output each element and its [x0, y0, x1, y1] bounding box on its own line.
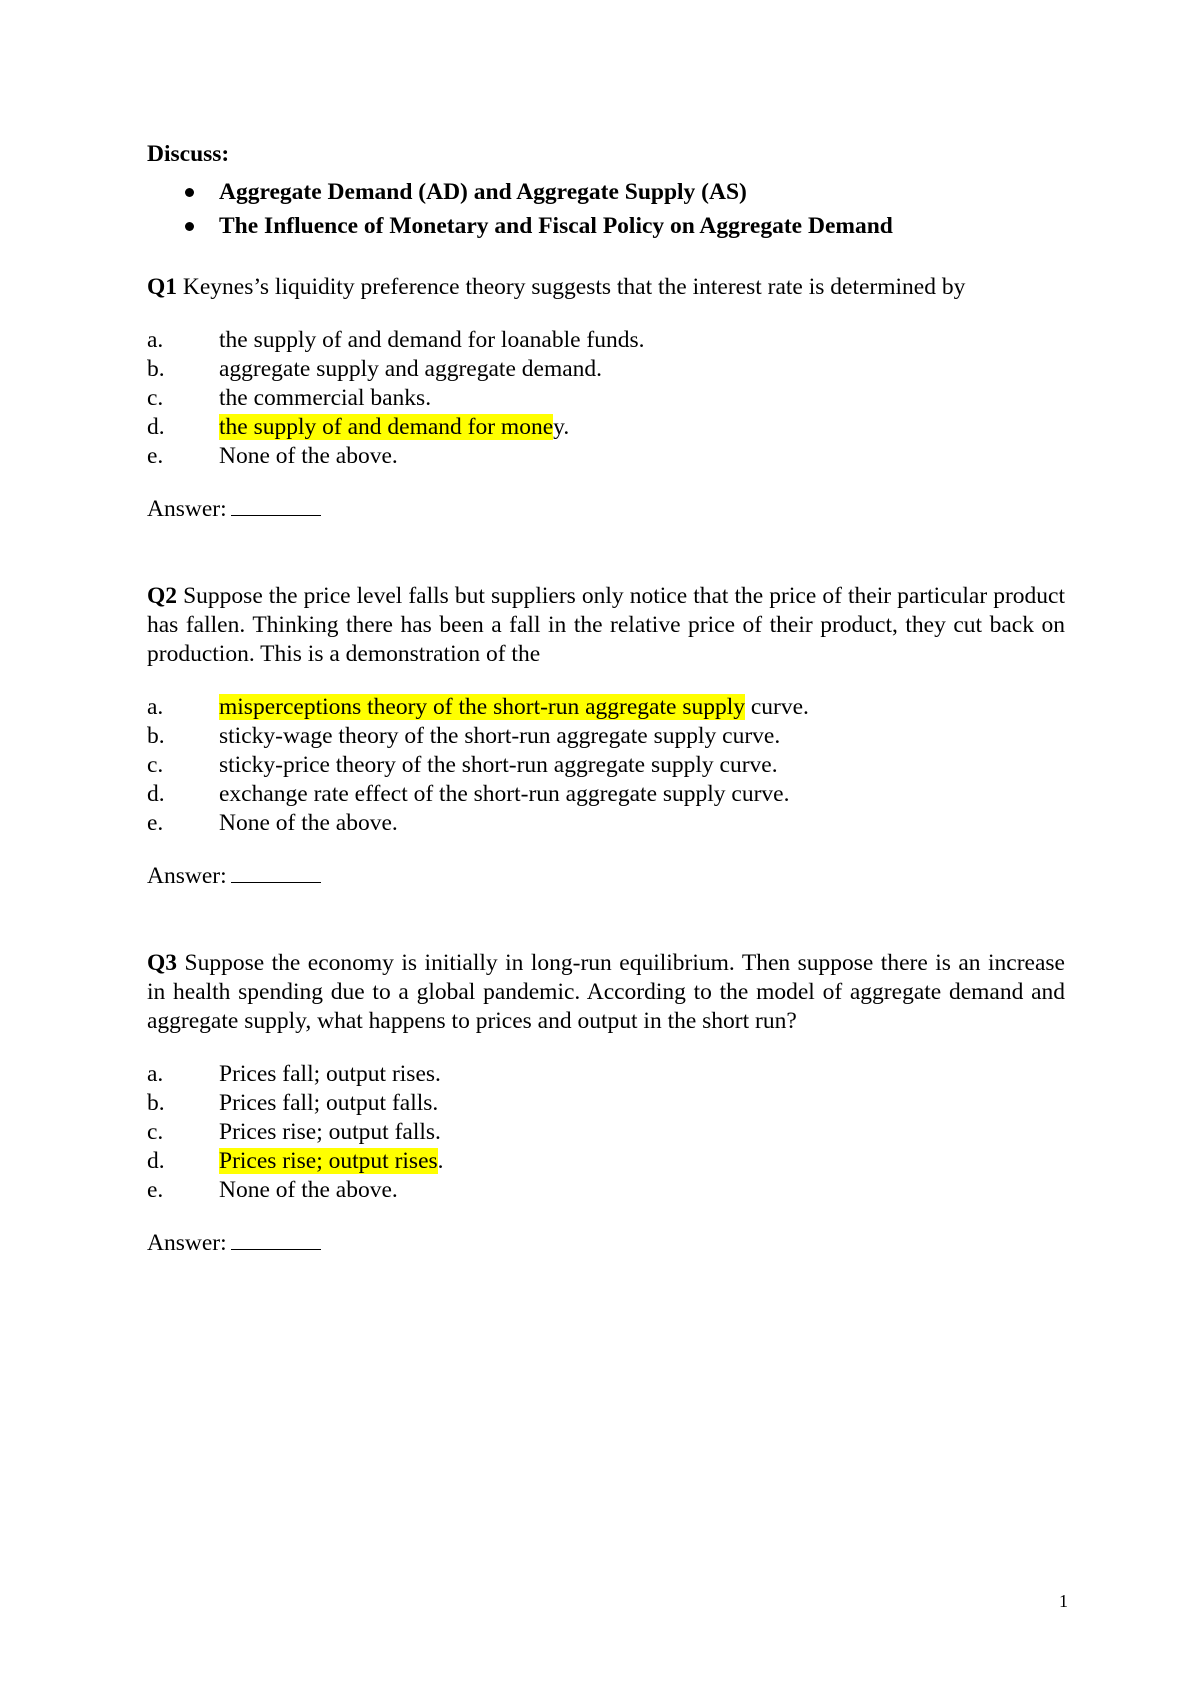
answer-label: Answer:: [147, 863, 227, 889]
discuss-topic-item: [147, 209, 1065, 243]
question-2: [147, 582, 1065, 891]
option-letter: b.: [147, 1090, 165, 1116]
option-e: [147, 809, 1065, 838]
option-e: [147, 442, 1065, 471]
option-text: y.: [553, 414, 570, 440]
document-page: [147, 140, 1065, 1258]
question-number: Q1: [147, 274, 178, 300]
option-letter: d.: [147, 781, 165, 807]
option-text: the supply of and demand for loanable funds.: [219, 327, 645, 353]
question-2-stem: [147, 582, 1065, 669]
option-text: sticky-wage theory of the short-run aggregate supply curve.: [219, 723, 781, 749]
question-number: Q2: [147, 583, 178, 609]
discuss-topic-text: Aggregate Demand (AD) and Aggregate Supply (AS): [219, 179, 747, 205]
question-1: [147, 273, 1065, 524]
option-text: .: [437, 1148, 444, 1174]
option-b: [147, 355, 1065, 384]
answer-blank[interactable]: [231, 499, 321, 516]
answer-blank[interactable]: [231, 866, 321, 883]
highlighted-text: Prices rise; output rises: [219, 1148, 438, 1174]
option-c: [147, 384, 1065, 413]
answer-options: [147, 693, 1065, 838]
option-letter: a.: [147, 327, 164, 353]
option-b: [147, 722, 1065, 751]
answer-label: Answer:: [147, 1230, 227, 1256]
option-text: sticky-price theory of the short-run aggregate supply curve.: [219, 752, 778, 778]
option-letter: c.: [147, 1119, 164, 1145]
option-c: [147, 1118, 1065, 1147]
option-a: [147, 326, 1065, 355]
question-number: Q3: [147, 950, 178, 976]
option-e: [147, 1176, 1065, 1205]
highlighted-text: misperceptions theory of the short-run aggregate supply: [219, 694, 745, 720]
option-b: [147, 1089, 1065, 1118]
question-3-stem: [147, 949, 1065, 1036]
option-letter: e.: [147, 1177, 164, 1203]
answer-line: [147, 1229, 1065, 1258]
discuss-topic-text: The Influence of Monetary and Fiscal Policy on Aggregate Demand: [219, 213, 893, 239]
answer-blank[interactable]: [231, 1233, 321, 1250]
answer-options: [147, 326, 1065, 471]
option-text: None of the above.: [219, 810, 398, 836]
discuss-topic-item: [147, 175, 1065, 209]
option-letter: c.: [147, 385, 164, 411]
option-d: [147, 1147, 1065, 1176]
option-text: None of the above.: [219, 443, 398, 469]
option-text: the commercial banks.: [219, 385, 432, 411]
question-text: Suppose the economy is initially in long-run equilibrium. Then suppose there is an increase in health spending due to a global pandemic. According to the model of aggregate demand and aggregate supply, what happens to prices and output in the short run?: [147, 950, 1065, 1034]
option-text: None of the above.: [219, 1177, 398, 1203]
option-letter: c.: [147, 752, 164, 778]
answer-line: [147, 862, 1065, 891]
option-d: [147, 413, 1065, 442]
option-text: curve.: [745, 694, 809, 720]
question-3: [147, 949, 1065, 1258]
option-text: Prices fall; output falls.: [219, 1090, 439, 1116]
option-text: aggregate supply and aggregate demand.: [219, 356, 603, 382]
question-1-stem: [147, 273, 1065, 302]
option-text: exchange rate effect of the short-run aggregate supply curve.: [219, 781, 790, 807]
discuss-topic-list: [147, 175, 1065, 243]
option-a: [147, 1060, 1065, 1089]
question-text: Suppose the price level falls but suppliers only notice that the price of their particular product has fallen. Thinking there has been a fall in the relative price of their product, they cut back on production. This is a demonstration of the: [147, 583, 1065, 667]
option-letter: b.: [147, 356, 165, 382]
option-letter: a.: [147, 1061, 164, 1087]
page-number: 1: [1059, 1591, 1068, 1611]
option-letter: e.: [147, 810, 164, 836]
question-text: Keynes’s liquidity preference theory suggests that the interest rate is determined by: [177, 274, 966, 300]
option-c: [147, 751, 1065, 780]
option-d: [147, 780, 1065, 809]
option-letter: e.: [147, 443, 164, 469]
answer-label: Answer:: [147, 496, 227, 522]
bullet-icon: [185, 188, 194, 197]
answer-options: [147, 1060, 1065, 1205]
bullet-icon: [185, 222, 194, 231]
option-text: Prices fall; output rises.: [219, 1061, 441, 1087]
highlighted-text: the supply of and demand for mone: [219, 414, 554, 440]
option-text: Prices rise; output falls.: [219, 1119, 441, 1145]
option-a: [147, 693, 1065, 722]
answer-line: [147, 495, 1065, 524]
option-letter: a.: [147, 694, 164, 720]
option-letter: d.: [147, 414, 165, 440]
option-letter: d.: [147, 1148, 165, 1174]
option-letter: b.: [147, 723, 165, 749]
discuss-heading: Discuss:: [147, 141, 230, 167]
